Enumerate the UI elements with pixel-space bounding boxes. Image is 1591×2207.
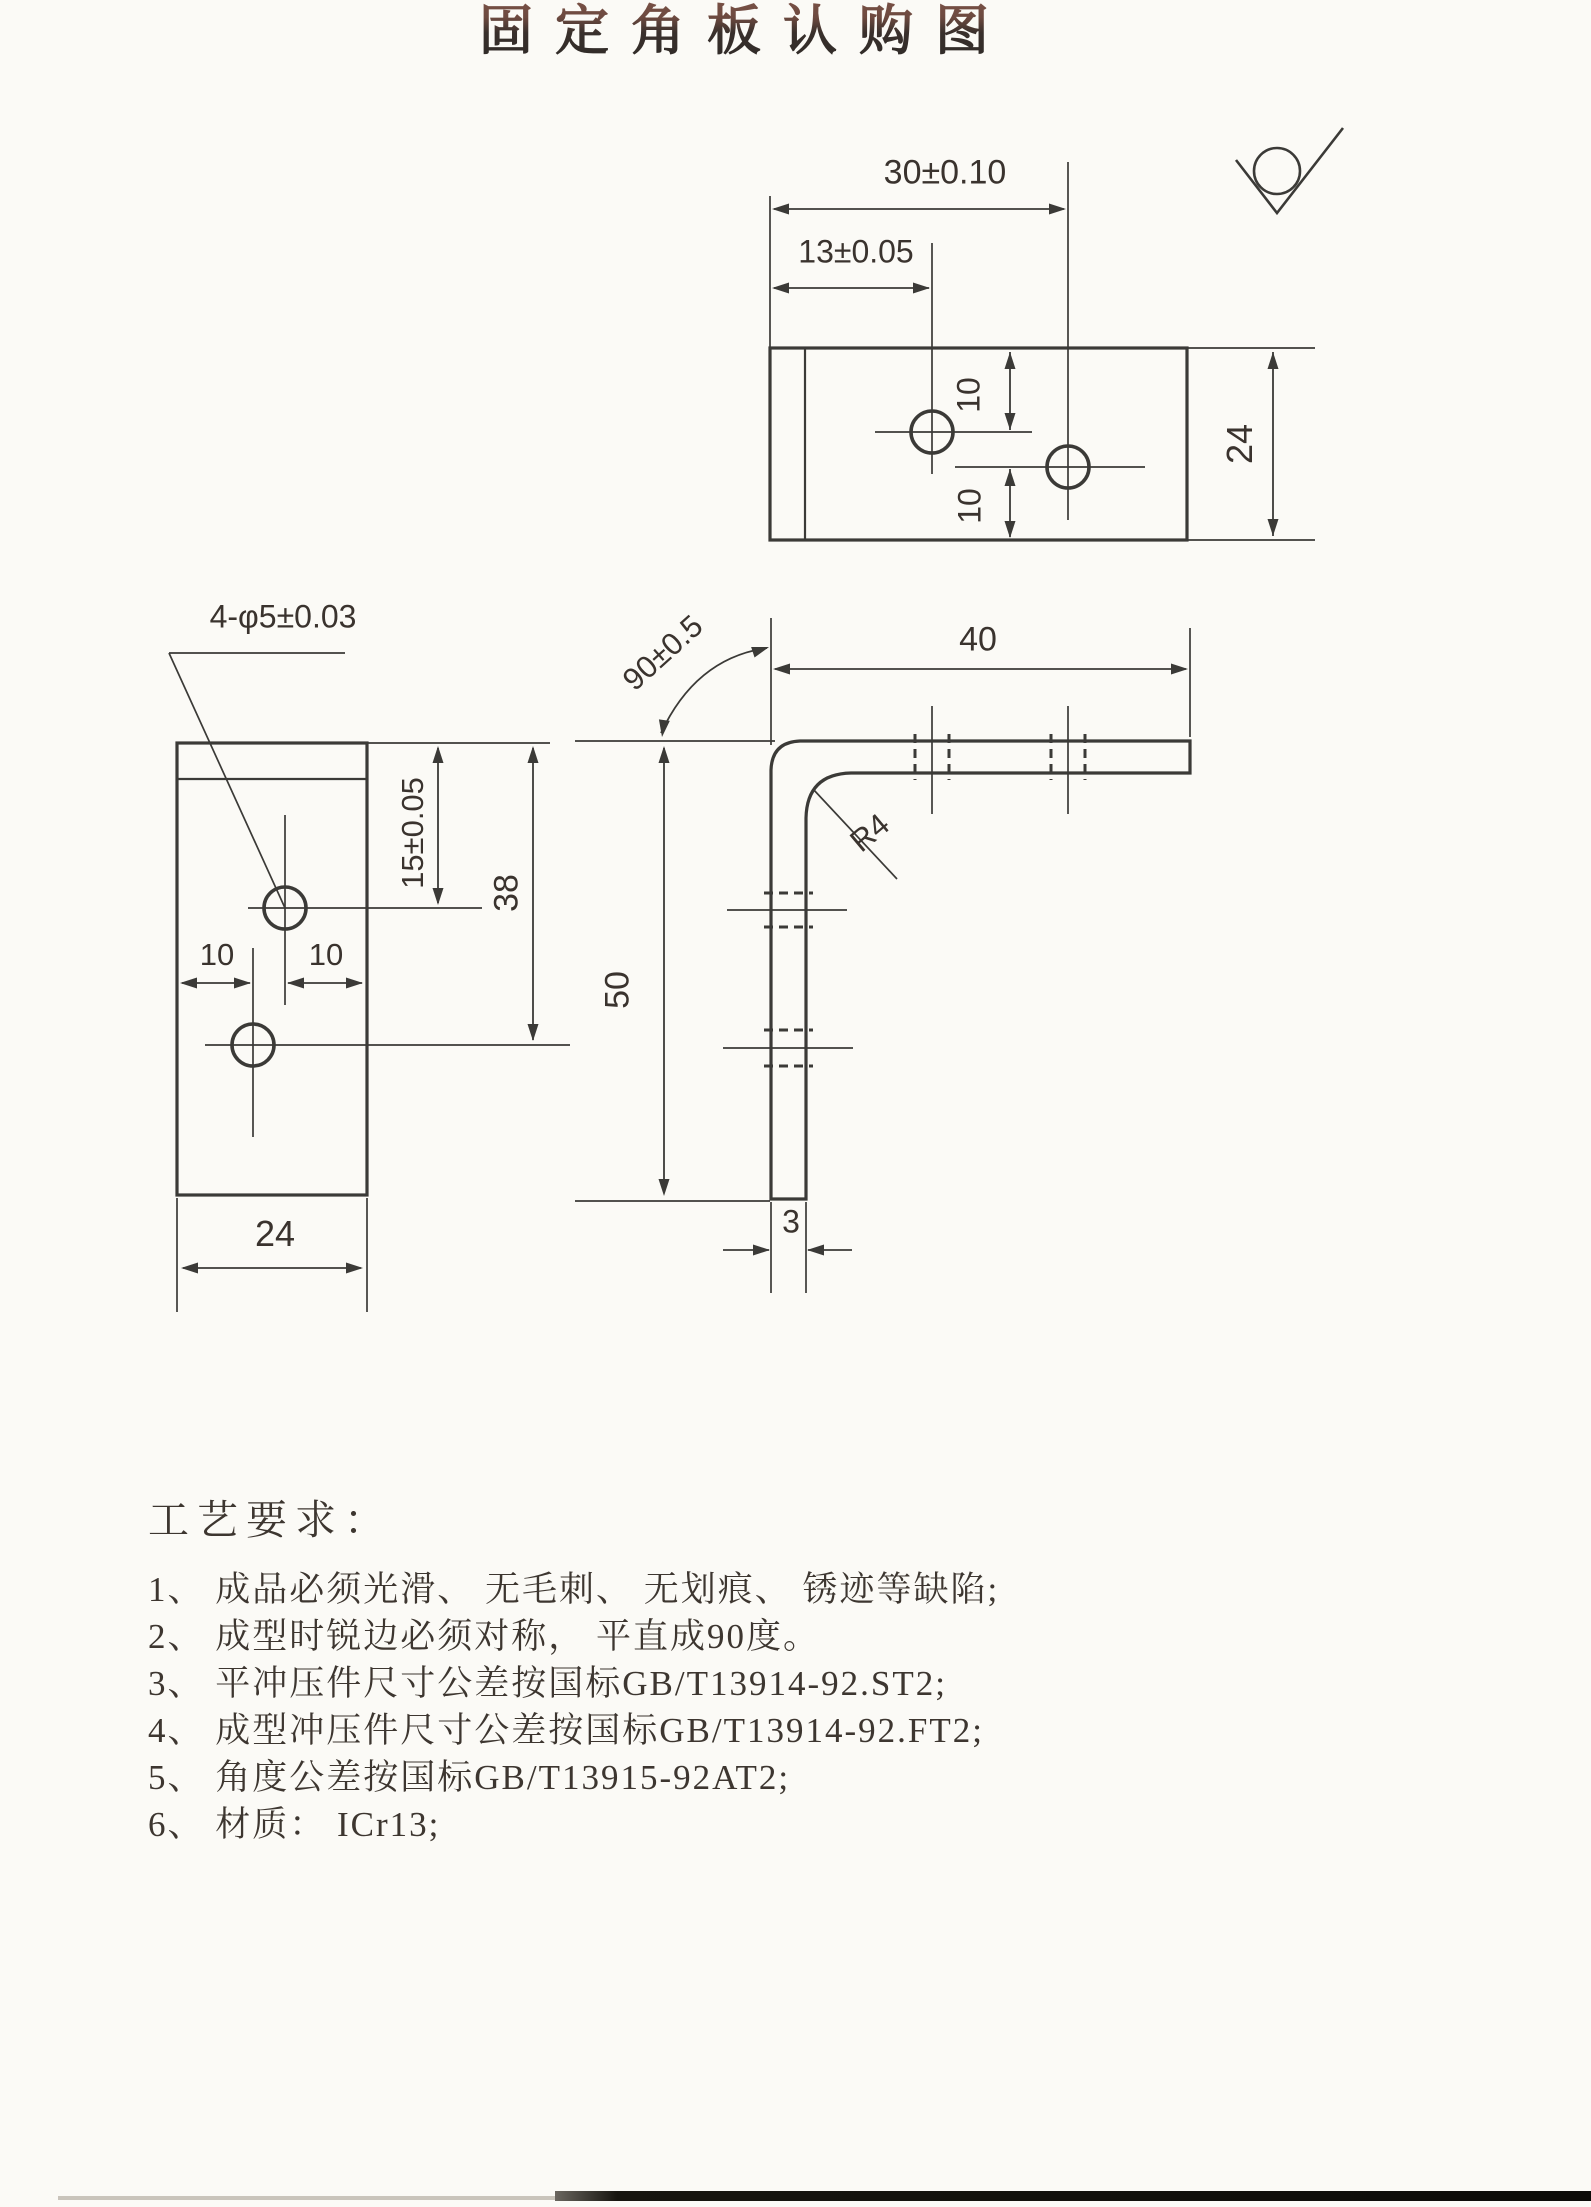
dimension-arrowheads (180, 204, 1279, 1274)
left-view (169, 653, 570, 1312)
side-view (575, 618, 1190, 1293)
requirement-item: 3、 平冲压件尺寸公差按国标GB/T13914-92.ST2; (148, 1664, 947, 1703)
surface-finish-icon (1236, 128, 1343, 213)
top-view (770, 162, 1315, 540)
page-title: 固定角板认购图 (479, 0, 1011, 65)
l-profile-outline (771, 741, 1190, 1199)
requirement-item: 5、 角度公差按国标GB/T13915-92AT2; (148, 1758, 791, 1797)
dim-label-10-right: 10 (308, 937, 344, 972)
scan-edge-artifact (58, 2196, 555, 2200)
scan-edge-artifact (555, 2191, 1591, 2201)
dim-label-10-left: 10 (199, 937, 235, 972)
top-view-centerlines (770, 162, 1315, 540)
requirement-item: 6、 材质： ICr13; (148, 1805, 441, 1844)
dim-label-thickness: 3 (782, 1203, 800, 1240)
process-requirements (148, 1487, 999, 1848)
side-view-dimension-lines (661, 648, 1186, 1250)
requirement-item: 1、 成品必须光滑、 无毛刺、 无划痕、 锈迹等缺陷; (148, 1570, 1000, 1609)
dim-label-top-width: 30±0.10 (883, 153, 1007, 192)
holes-note-label: 4-φ5±0.03 (209, 598, 357, 635)
dim-label-hole-top: 10 (950, 377, 987, 413)
dim-label-hole-offset: 13±0.05 (798, 233, 914, 270)
dim-label-38: 38 (487, 874, 526, 912)
dim-label-top-height: 24 (1219, 423, 1260, 465)
dim-label-hole-bottom: 10 (951, 488, 988, 524)
dim-label-40: 40 (959, 620, 997, 659)
requirements-heading: 工艺要求： (148, 1497, 393, 1543)
dim-label-15: 15±0.05 (395, 777, 430, 889)
dim-label-angle: 90±0.5 (615, 607, 710, 698)
dim-label-left-width: 24 (254, 1213, 296, 1254)
requirement-item: 4、 成型冲压件尺寸公差按国标GB/T13914-92.FT2; (148, 1711, 984, 1750)
dim-label-r4: R4 (843, 806, 897, 859)
dim-label-50: 50 (598, 971, 637, 1009)
hidden-hole-lines (764, 734, 1085, 1066)
left-view-dimension-lines (182, 748, 533, 1268)
requirement-item: 2、 成型时锐边必须对称， 平直成90度。 (148, 1617, 821, 1656)
